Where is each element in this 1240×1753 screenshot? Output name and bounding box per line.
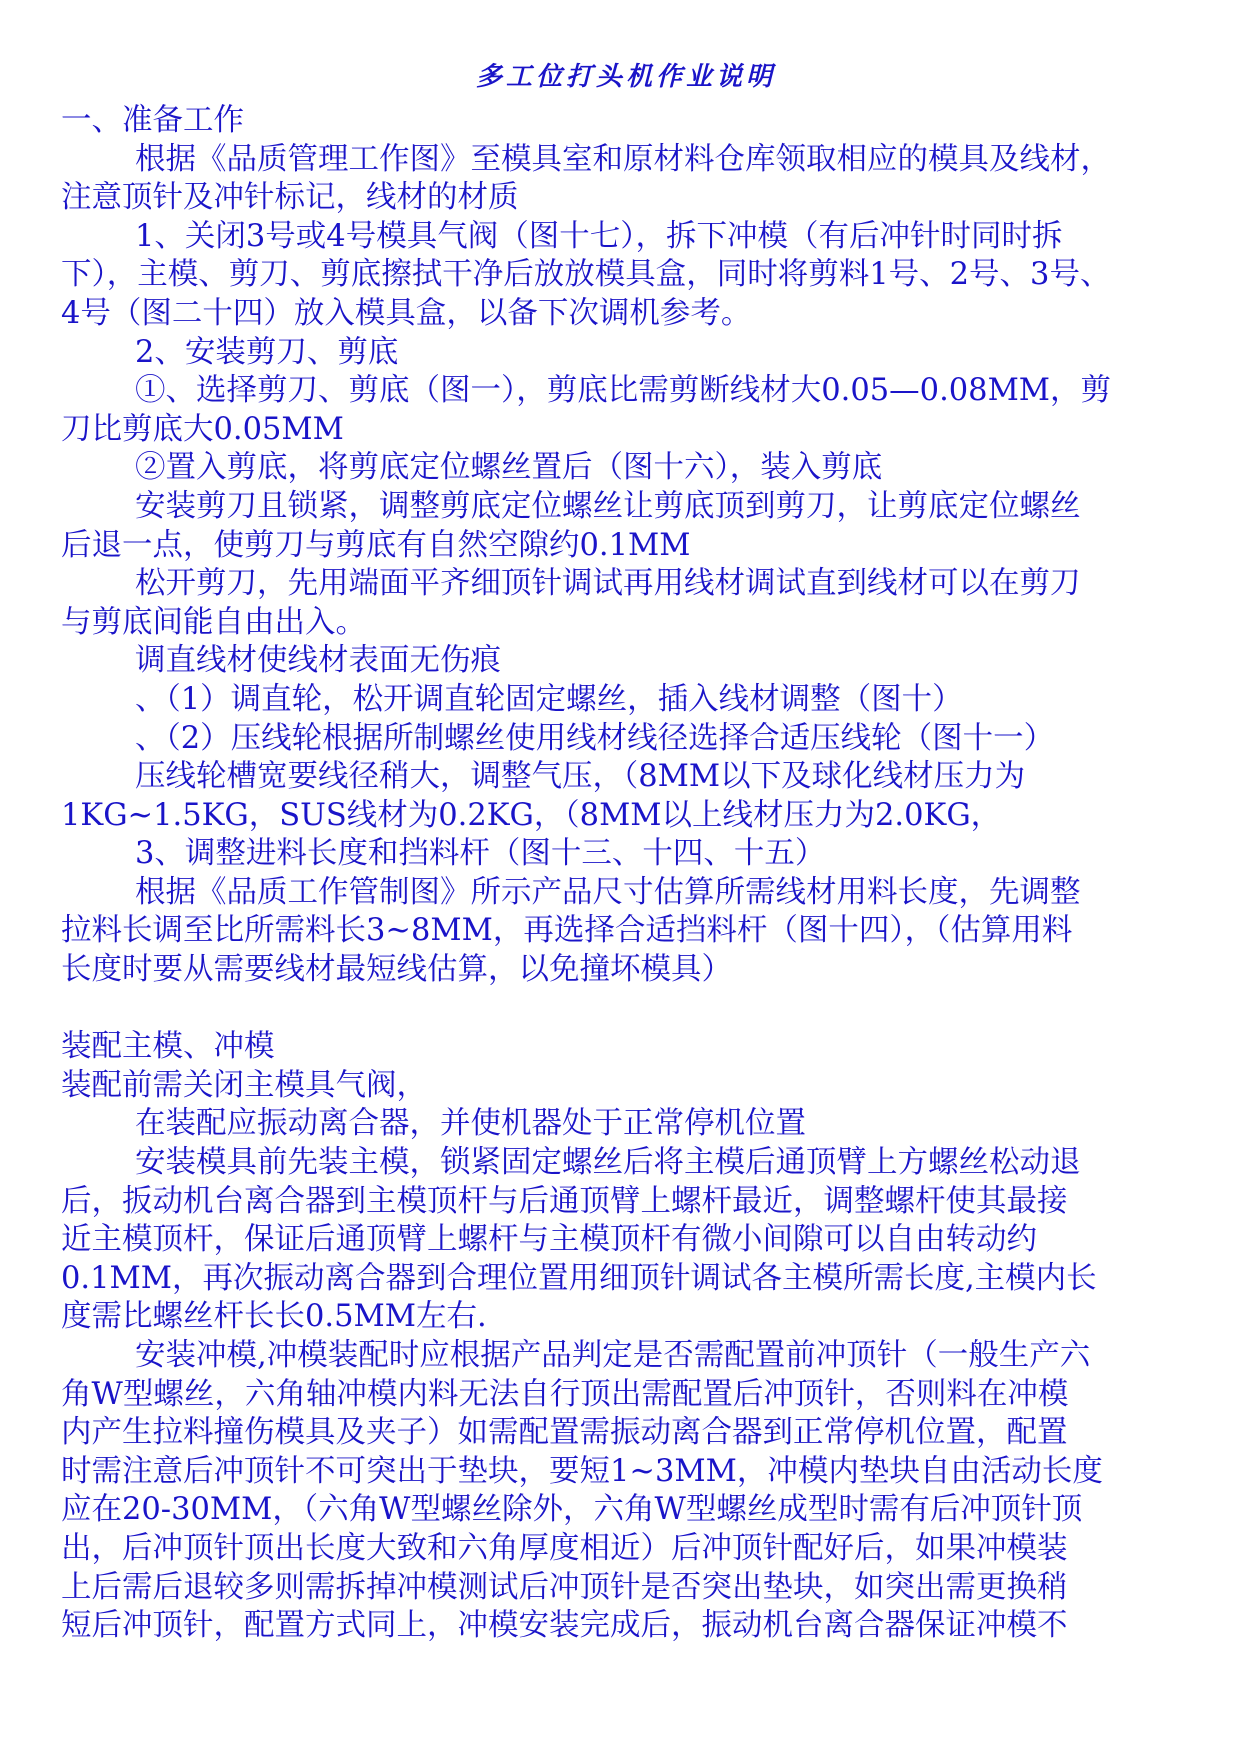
text-line: 松开剪刀，先用端面平齐细顶针调试再用线材调试直到线材可以在剪刀: [135, 566, 1081, 602]
text-line: 上后需后退较多则需拆掉冲模测试后冲顶针是否突出垫块，如突出需更换稍: [61, 1569, 1068, 1605]
text-line: 在装配应振动离合器，并使机器处于正常停机位置: [135, 1106, 806, 1142]
text-line: 1KG~1.5KG，SUS线材为0.2KG，（8MM以上线材压力为2.0KG，: [61, 797, 1002, 833]
text-line: 安装模具前先装主模，锁紧固定螺丝后将主模后通顶臂上方螺丝松动退: [135, 1145, 1081, 1181]
text-line: 短后冲顶针，配置方式同上，冲模安装完成后，振动机台离合器保证冲模不: [61, 1608, 1068, 1644]
text-line: ②置入剪底，将剪底定位螺丝置后（图十六），装入剪底: [135, 450, 883, 486]
document-page: [61, 52, 1181, 1646]
text-line: 装配前需关闭主模具气阀，: [61, 1067, 427, 1103]
text-line: 角W型螺丝，六角轴冲模内料无法自行顶出需配置后冲顶针，否则料在冲模: [61, 1376, 1069, 1412]
blank-line: [61, 990, 1181, 1029]
text-line: 后退一点，使剪刀与剪底有自然空隙约0.1MM: [61, 527, 691, 563]
text-line: 时需注意后冲顶针不可突出于垫块，要短1~3MM，冲模内垫块自由活动长度: [61, 1453, 1103, 1489]
text-line: 拉料长调至比所需料长3~8MM，再选择合适挡料杆（图十四），（估算用料: [61, 913, 1073, 949]
text-line: 调直线材使线材表面无伤痕: [135, 643, 501, 679]
text-line: 后，扳动机台离合器到主模顶杆与后通顶臂上螺杆最近，调整螺杆使其最接: [61, 1183, 1068, 1219]
text-line: 安装剪刀且锁紧，调整剪底定位螺丝让剪底顶到剪刀，让剪底定位螺丝: [135, 488, 1081, 524]
text-line: 与剪底间能自由出入。: [61, 604, 366, 640]
text-line: 下），主模、剪刀、剪底擦拭干净后放放模具盒，同时将剪料1号、2号、3号、: [61, 257, 1111, 293]
text-line: 安装冲模,冲模装配时应根据产品判定是否需配置前冲顶针（一般生产六: [135, 1338, 1091, 1373]
text-line: 、（1）调直轮，松开调直轮固定螺丝，插入线材调整（图十）: [135, 681, 963, 717]
document-title: 多工位打头机作业说明: [475, 62, 776, 92]
text-line: ①、选择剪刀、剪底（图一），剪底比需剪断线材大0.05—0.08MM，剪: [135, 373, 1112, 409]
text-line: 根据《品质管理工作图》至模具室和原材料仓库领取相应的模具及线材，: [135, 141, 1111, 177]
text-line: 一、准备工作: [61, 103, 244, 138]
text-line: 2、安装剪刀、剪底: [135, 334, 399, 370]
text-line: 装配主模、冲模: [61, 1029, 275, 1065]
text-line: 度需比螺丝杆长长0.5MM左右.: [61, 1299, 487, 1335]
text-line: 、（2）压线轮根据所制螺丝使用线材线径选择合适压线轮（图十一）: [135, 720, 1055, 756]
text-line: 4号（图二十四）放入模具盒，以备下次调机参考。: [61, 295, 752, 331]
document-body: [61, 102, 1181, 1646]
text-line: 根据《品质工作管制图》所示产品尺寸估算所需线材用料长度，先调整: [135, 874, 1081, 910]
text-line: 出，后冲顶针顶出长度大致和六角厚度相近）后冲顶针配好后，如果冲模装: [61, 1530, 1068, 1566]
text-line: 压线轮槽宽要线径稍大，调整气压，（8MM以下及球化线材压力为: [135, 759, 1026, 795]
text-line: 近主模顶杆，保证后通顶臂上螺杆与主模顶杆有微小间隙可以自由转动约: [61, 1222, 1037, 1258]
text-line: 应在20-30MM，（六角W型螺丝除外，六角W型螺丝成型时需有后冲顶针顶: [61, 1492, 1083, 1528]
text-line: 内产生拉料撞伤模具及夹子）如需配置需振动离合器到正常停机位置，配置: [61, 1415, 1068, 1451]
text-line: 注意顶针及冲针标记，线材的材质: [61, 180, 519, 216]
text-line: 刀比剪底大0.05MM: [61, 411, 344, 447]
text-line: 0.1MM，再次振动离合器到合理位置用细顶针调试各主模所需长度,主模内长: [61, 1260, 1097, 1296]
text-line: 3、调整进料长度和挡料杆（图十三、十四、十五）: [135, 836, 826, 872]
text-line: 长度时要从需要线材最短线估算，以免撞坏模具）: [61, 952, 732, 988]
text-line: 1、关闭3号或4号模具气阀（图十七），拆下冲模（有后冲针时同时拆: [135, 218, 1063, 254]
